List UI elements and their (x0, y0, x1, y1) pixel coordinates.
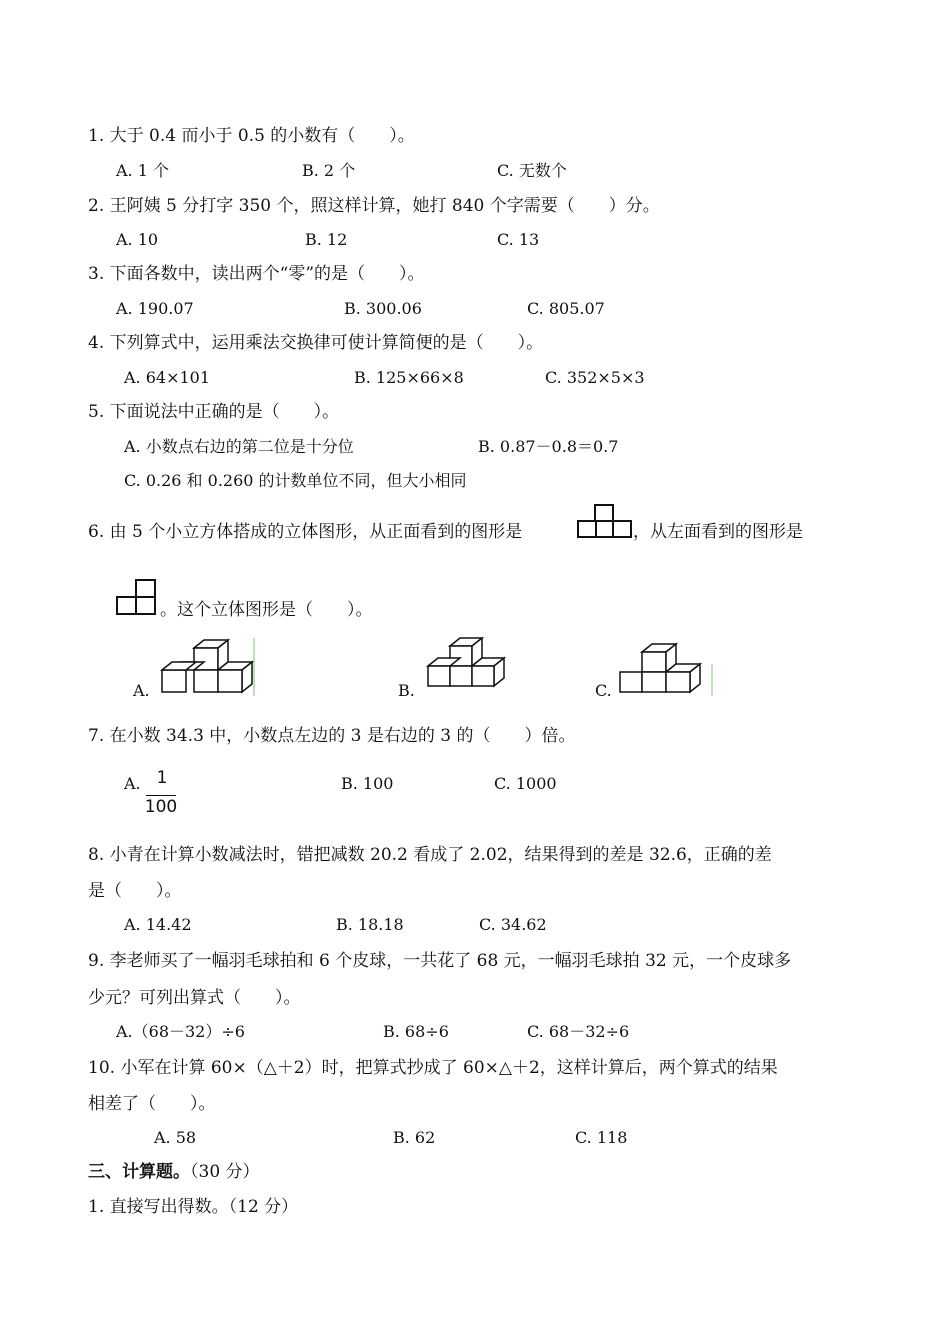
q7-fraction-bar (146, 795, 176, 796)
q5-option-b: B. 0.87－0.8＝0.7 (478, 437, 619, 456)
left-view-figure (115, 578, 159, 616)
q7-fraction-denominator: 100 (144, 797, 178, 817)
question-8-line2: 是（ ）。 (88, 881, 182, 901)
question-10-line1: 10. 小军在计算 60×（△＋2）时，把算式抄成了 60×△＋2，这样计算后，两个算式的结果 (88, 1058, 778, 1078)
q6-option-c: C. (595, 681, 612, 700)
q2-option-b: B. 12 (305, 230, 348, 249)
q5-option-a: A. 小数点右边的第二位是十分位 (124, 437, 354, 456)
q8-option-c: C. 34.62 (479, 915, 547, 934)
q4-option-a: A. 64×101 (124, 368, 211, 387)
q7-fraction-numerator: 1 (156, 768, 168, 788)
question-6-part2: ，从左面看到的图形是 (633, 522, 803, 542)
q10-option-c: C. 118 (575, 1128, 628, 1147)
section-3-heading (88, 1160, 260, 1184)
section-3-score: （30 分） (190, 1162, 260, 1182)
q9-option-c: C. 68－32÷6 (527, 1022, 630, 1041)
q7-option-b: B. 100 (341, 774, 394, 793)
q3-option-c: C. 805.07 (527, 299, 605, 318)
section-3-title: 三、计算题。 (88, 1162, 190, 1182)
q6-cube-figure-c (618, 640, 716, 698)
q1-option-a: A. 1 个 (116, 161, 169, 180)
question-9-line2: 少元？可列出算式（ ）。 (88, 988, 301, 1008)
question-10-line2: 相差了（ ）。 (88, 1094, 216, 1114)
q1-option-c: C. 无数个 (497, 161, 567, 180)
q2-option-a: A. 10 (116, 230, 159, 249)
q4-option-c: C. 352×5×3 (545, 368, 645, 387)
q5-option-c: C. 0.26 和 0.260 的计数单位不同，但大小相同 (124, 471, 467, 490)
question-7: 7. 在小数 34.3 中，小数点左边的 3 是右边的 3 的（ ）倍。 (88, 726, 576, 746)
q7-option-a-label: A. (124, 774, 141, 793)
question-2: 2. 王阿姨 5 分打字 350 个，照这样计算，她打 840 个字需要（ ）分。 (88, 196, 660, 216)
q4-option-b: B. 125×66×8 (354, 368, 464, 387)
q6-option-a: A. (133, 681, 150, 700)
q8-option-a: A. 14.42 (124, 915, 192, 934)
question-5: 5. 下面说法中正确的是（ ）。 (88, 402, 340, 422)
q3-option-b: B. 300.06 (344, 299, 422, 318)
section-3-question-1: 1. 直接写出得数。（12 分） (88, 1197, 299, 1217)
q9-option-a: A.（68－32）÷6 (116, 1022, 245, 1041)
q6-cube-figure-b (424, 636, 512, 692)
q10-option-b: B. 62 (393, 1128, 436, 1147)
question-8-line1: 8. 小青在计算小数减法时，错把减数 20.2 看成了 2.02，结果得到的差是 32.6，正确的差 (88, 845, 772, 865)
q9-option-b: B. 68÷6 (383, 1022, 449, 1041)
q7-option-c: C. 1000 (494, 774, 557, 793)
question-4: 4. 下列算式中，运用乘法交换律可使计算简便的是（ ）。 (88, 333, 544, 353)
question-1: 1. 大于 0.4 而小于 0.5 的小数有（ ）。 (88, 126, 415, 146)
q2-option-c: C. 13 (497, 230, 540, 249)
question-9-line1: 9. 李老师买了一幅羽毛球拍和 6 个皮球，一共花了 68 元，一幅羽毛球拍 32 元，一个皮球多 (88, 951, 792, 971)
front-view-figure (577, 503, 633, 539)
q3-option-a: A. 190.07 (116, 299, 194, 318)
question-3: 3. 下面各数中，读出两个“零”的是（ ）。 (88, 264, 425, 284)
q6-option-b: B. (398, 681, 415, 700)
q10-option-a: A. 58 (154, 1128, 197, 1147)
question-6-part3: 。这个立体图形是（ ）。 (160, 600, 373, 620)
q1-option-b: B. 2 个 (302, 161, 356, 180)
q6-cube-figure-a (160, 636, 256, 698)
question-6-part1: 6. 由 5 个小立方体搭成的立体图形，从正面看到的图形是 (88, 522, 523, 542)
q8-option-b: B. 18.18 (336, 915, 404, 934)
